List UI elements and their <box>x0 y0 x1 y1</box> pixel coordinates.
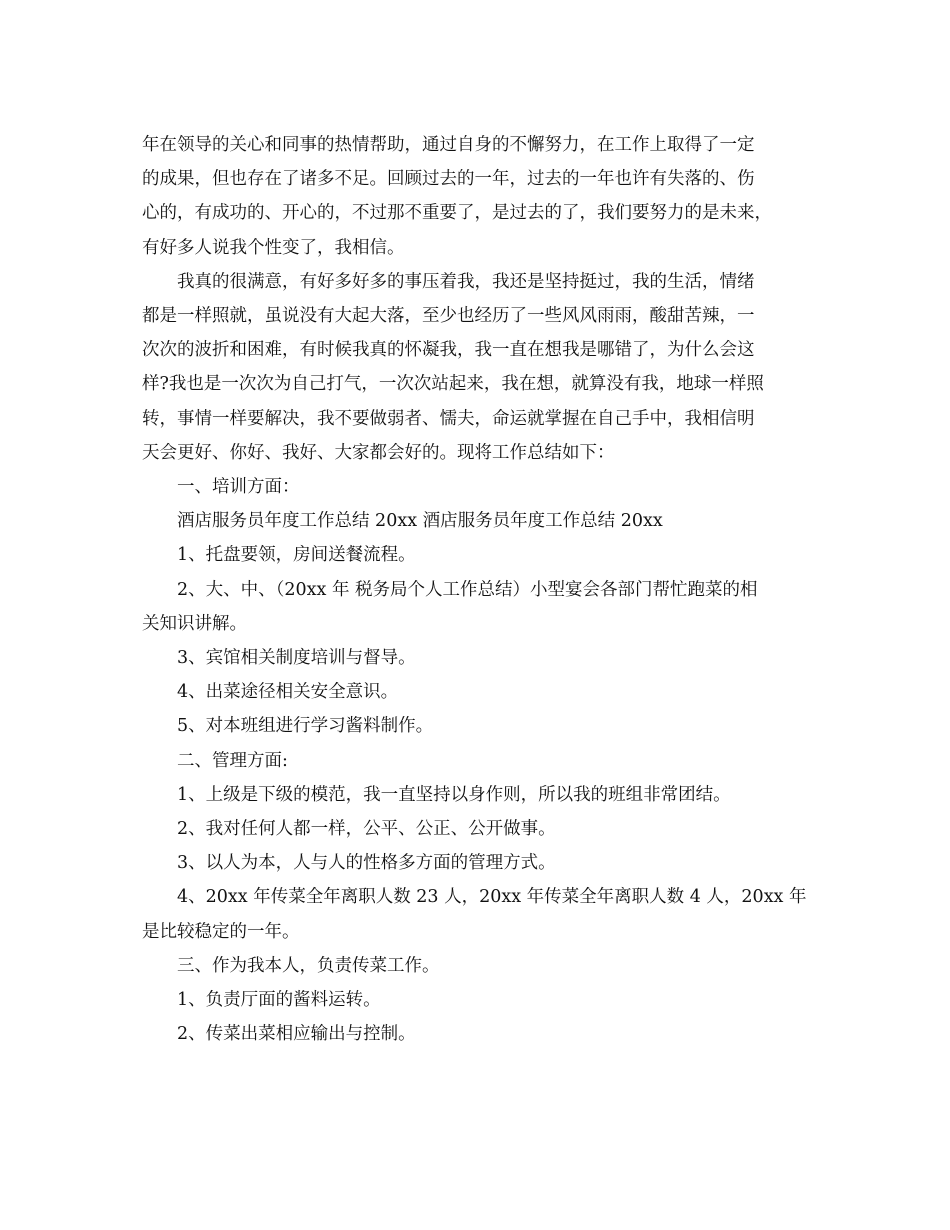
text-line: 有好多人说我个性变了，我相信。 <box>142 237 405 258</box>
text-line: 转，事情一样要解决，我不要做弱者、懦夫，命运就掌握在自己手中，我相信明 <box>142 408 755 429</box>
text-line: 样?我也是一次次为自己打气，一次次站起来，我在想，就算没有我，地球一样照 <box>142 374 764 395</box>
paragraph <box>142 504 810 538</box>
text-line: 4、出菜途径相关安全意识。 <box>177 682 399 703</box>
text-line: 5、对本班组进行学习酱料制作。 <box>177 716 434 737</box>
paragraph <box>142 538 810 572</box>
paragraph <box>142 983 810 1017</box>
paragraph <box>142 709 810 743</box>
paragraph <box>142 846 810 880</box>
paragraph <box>142 812 810 846</box>
text-line: 二、管理方面: <box>177 750 288 771</box>
text-line: 次次的波折和困难，有时候我真的怀凝我，我一直在想我是哪错了，为什么会这 <box>142 340 755 361</box>
text-line: 4、20xx 年传菜全年离职人数 23 人，20xx 年传菜全年离职人数 4 人，20xx 年 <box>177 887 807 908</box>
text-line: 2、传菜出菜相应输出与控制。 <box>177 1024 416 1045</box>
text-line: 1、上级是下级的模范，我一直坚持以身作则，所以我的班组非常团结。 <box>177 784 731 805</box>
text-line: 的成果，但也存在了诸多不足。回顾过去的一年，过去的一年也许有失落的、伤 <box>142 169 755 190</box>
paragraph <box>142 573 810 641</box>
paragraph <box>142 880 810 948</box>
text-line: 3、以人为本，人与人的性格多方面的管理方式。 <box>177 853 556 874</box>
text-line: 2、大、中、（20xx 年 税务局个人工作总结）小型宴会各部门帮忙跑菜的相 <box>177 579 758 600</box>
text-line: 1、负责厅面的酱料运转。 <box>177 990 381 1011</box>
paragraph <box>142 265 810 470</box>
text-line: 都是一样照就，虽说没有大起大落，至少也经历了一些风风雨雨，酸甜苦辣，一 <box>142 306 755 327</box>
paragraph <box>142 470 810 504</box>
paragraph <box>142 675 810 709</box>
text-line: 是比较稳定的一年。 <box>142 921 300 942</box>
text-line: 1、托盘要领，房间送餐流程。 <box>177 545 416 566</box>
text-line: 2、我对任何人都一样，公平、公正、公开做事。 <box>177 819 556 840</box>
text-line: 心的，有成功的、开心的，不过那不重要了，是过去的了，我们要努力的是未来， <box>142 203 772 224</box>
text-line: 年在领导的关心和同事的热情帮助，通过自身的不懈努力，在工作上取得了一定 <box>142 135 755 155</box>
document-body <box>142 128 810 1051</box>
text-line: 我真的很满意，有好多好多的事压着我，我还是坚持挺过，我的生活，情绪 <box>177 271 755 292</box>
paragraph <box>142 949 810 983</box>
paragraph <box>142 1017 810 1051</box>
text-line: 天会更好、你好、我好、大家都会好的。现将工作总结如下： <box>142 442 615 463</box>
text-line: 关知识讲解。 <box>142 613 247 634</box>
text-line: 三、作为我本人，负责传菜工作。 <box>177 955 440 976</box>
paragraph <box>142 641 810 675</box>
text-line: 一、培训方面： <box>177 477 300 498</box>
text-line: 3、宾馆相关制度培训与督导。 <box>177 648 416 669</box>
paragraph <box>142 778 810 812</box>
paragraph <box>142 744 810 778</box>
paragraph <box>142 128 810 265</box>
text-line: 酒店服务员年度工作总结 20xx 酒店服务员年度工作总结 20xx <box>177 511 663 532</box>
